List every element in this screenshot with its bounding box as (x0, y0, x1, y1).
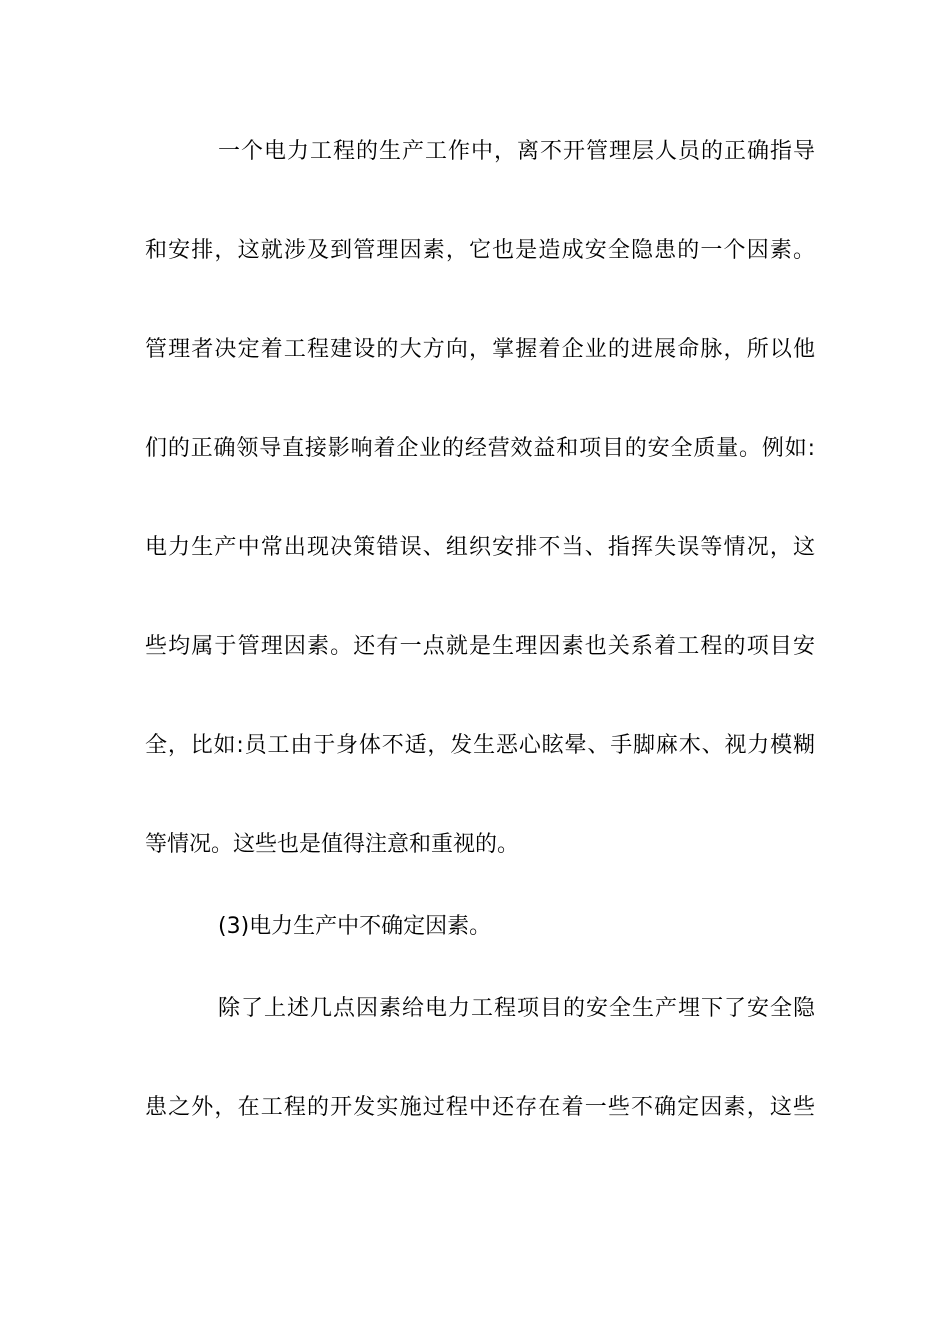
paragraph-line-5: 电力生产中常出现决策错误、组织安排不当、指挥失误等情况，这 (145, 535, 815, 560)
paragraph-line-8: 等情况。这些也是值得注意和重视的。 (145, 832, 520, 857)
paragraph-line-10: 患之外，在工程的开发实施过程中还存在着一些不确定因素，这些 (145, 1095, 815, 1120)
paragraph-line-3: 管理者决定着工程建设的大方向，掌握着企业的进展命脉，所以他 (145, 337, 815, 362)
paragraph-line-9: 除了上述几点因素给电力工程项目的安全生产埋下了安全隐 (218, 996, 815, 1021)
section-heading: (3)电力生产中不确定因素。 (218, 914, 492, 939)
paragraph-line-2: 和安排，这就涉及到管理因素，它也是造成安全隐患的一个因素。 (145, 238, 815, 263)
paragraph-line-7: 全，比如:员工由于身体不适，发生恶心眩晕、手脚麻木、视力模糊 (145, 733, 815, 758)
paragraph-line-4: 们的正确领导直接影响着企业的经营效益和项目的安全质量。例如: (145, 436, 815, 461)
paragraph-line-1: 一个电力工程的生产工作中，离不开管理层人员的正确指导 (218, 139, 815, 164)
paragraph-line-6: 些均属于管理因素。还有一点就是生理因素也关系着工程的项目安 (145, 634, 815, 659)
